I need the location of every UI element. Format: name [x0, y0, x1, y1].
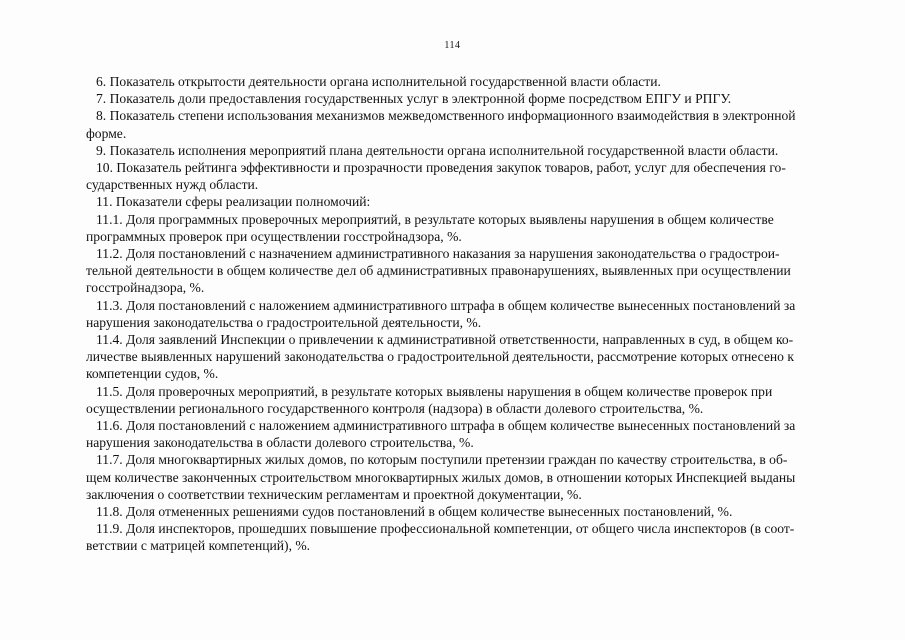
text-line: 11. Показатели сферы реализации полномочий:: [96, 194, 371, 210]
text-line: 11.3. Доля постановлений с наложением административного штрафа в общем количестве вынесенных постановлений за: [96, 297, 796, 313]
text-line: компетенции судов, %.: [86, 366, 219, 382]
text-line: 9. Показатель исполнения мероприятий плана деятельности органа исполнительной государственной власти области.: [96, 142, 779, 158]
text-line: заключения о соответствии техническим регламентам и проектной документации, %.: [86, 486, 582, 502]
page-number: 114: [444, 40, 461, 51]
text-line: нарушения законодательства в области долевого строительства, %.: [86, 435, 474, 451]
text-line: 11.7. Доля многоквартирных жилых домов, по которым поступили претензии граждан по качеству строительства, в об-: [96, 452, 788, 468]
text-line: 11.9. Доля инспекторов, прошедших повышение профессиональной компетенции, от общего числа инспекторов (в соот-: [96, 521, 795, 537]
text-line: программных проверок при осуществлении госстройнадзора, %.: [86, 228, 462, 244]
text-line: тельной деятельности в общем количестве дел об административных правонарушениях, выявленных при осуществлении: [86, 263, 791, 279]
text-line: 11.4. Доля заявлений Инспекции о привлечении к административной ответственности, направленных в суд, в общем ко-: [96, 332, 794, 348]
text-line: осуществлении регионального государственного контроля (надзора) в области долевого строительства, %.: [86, 400, 704, 416]
text-line: 6. Показатель открытости деятельности органа исполнительной государственной власти области.: [96, 74, 661, 89]
text-line: госстройнадзора, %.: [86, 280, 205, 296]
text-line: 11.6. Доля постановлений с наложением административного штрафа в общем количестве вынесенных постановлений за: [96, 418, 796, 434]
text-line: личестве выявленных нарушений законодательства о градостроительной деятельности, рассмотрение которых отнесено к: [86, 349, 794, 365]
text-line: 11.8. Доля отмененных решениями судов постановлений в общем количестве вынесенных постановлений, %.: [96, 504, 733, 520]
text-line: форме.: [86, 125, 127, 141]
text-line: щем количестве законченных строительством многоквартирных жилых домов, в отношении которых Инспекцией выданы: [86, 469, 796, 485]
text-line: ветствии с матрицей компетенций), %.: [86, 538, 311, 554]
text-line: 11.5. Доля проверочных мероприятий, в результате которых выявлены нарушения в общем количестве проверок при: [96, 383, 773, 399]
text-line: нарушения законодательства о градостроительной деятельности, %.: [86, 314, 482, 330]
text-line: 11.1. Доля программных проверочных мероприятий, в результате которых выявлены нарушения в общем количестве: [96, 211, 774, 227]
text-line: сударственных нужд области.: [86, 177, 259, 193]
text-line: 10. Показатель рейтинга эффективности и прозрачности проведения закупок товаров, работ, услуг для обеспечения го-: [96, 160, 786, 176]
document-body: [86, 73, 866, 555]
text-line: 7. Показатель доли предоставления государственных услуг в электронной форме посредством ЕПГУ и РПГУ.: [96, 91, 732, 107]
text-line: 8. Показатель степени использования механизмов межведомственного информационного взаимодействия в электронной: [96, 108, 796, 124]
text-line: 11.2. Доля постановлений с назначением административного наказания за нарушения законодательства о градострои-: [96, 246, 780, 262]
